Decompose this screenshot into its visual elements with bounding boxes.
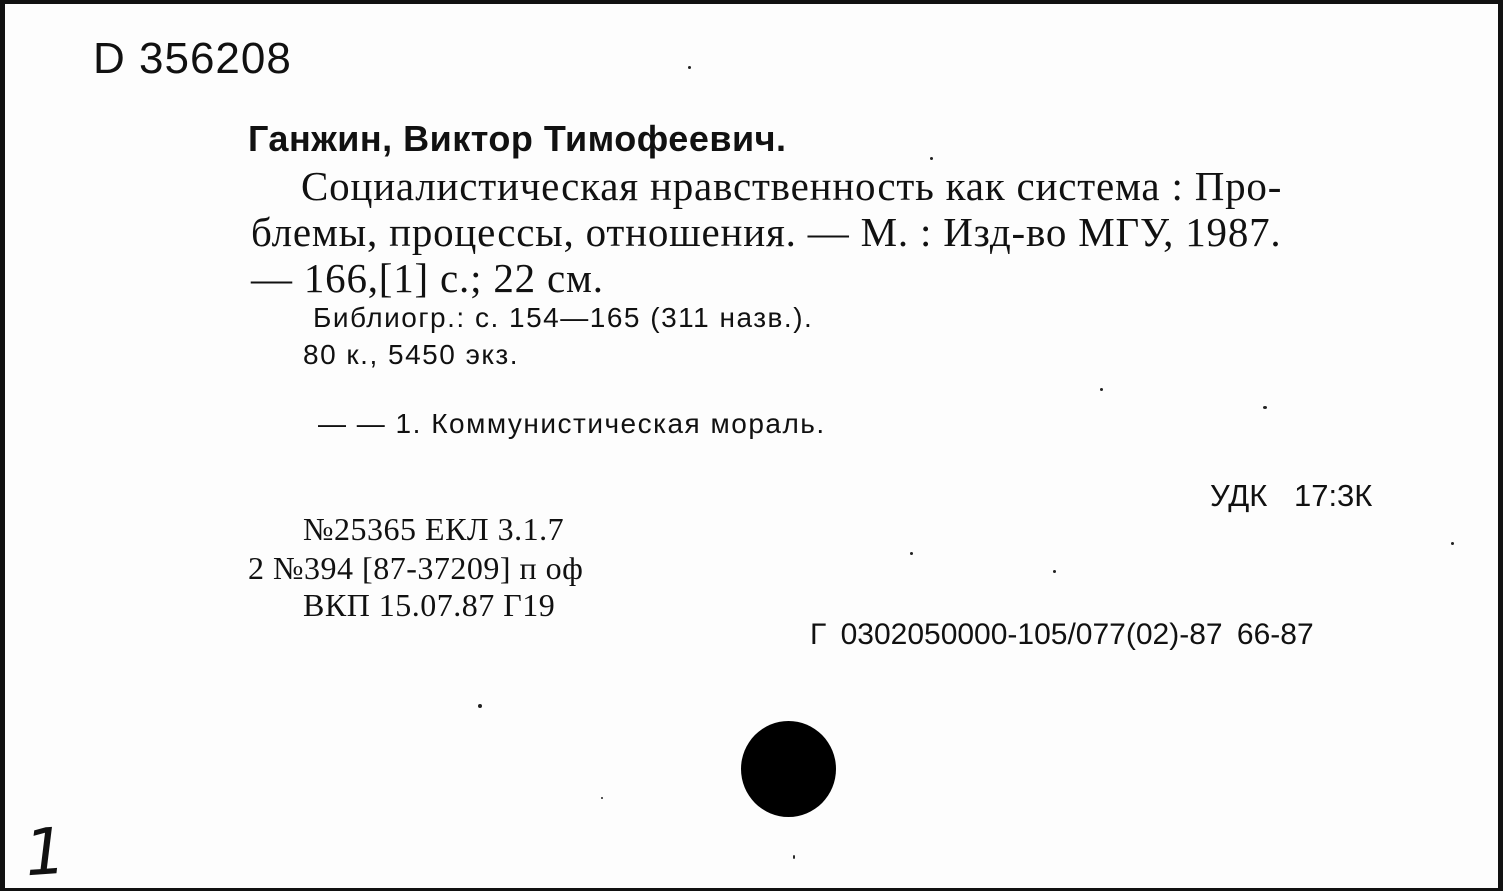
card-code-1: №25365 ЕКЛ 3.1.7	[303, 511, 565, 547]
book-index-code: Г 0302050000-105/077(02)-87 66-87	[810, 618, 1314, 651]
dust-speck	[1053, 570, 1056, 573]
card-code-2: 2 №394 [87-37209] п оф	[248, 550, 584, 586]
title-line-1: Социалистическая нравственность как система : Про-	[301, 163, 1283, 209]
dust-speck	[1451, 542, 1454, 545]
author-heading: Ганжин, Виктор Тимофеевич.	[248, 118, 787, 159]
udk-classification: УДК 17:3К	[1210, 478, 1373, 513]
dust-speck	[910, 552, 913, 555]
dust-speck	[930, 157, 933, 160]
card-code-3: ВКП 15.07.87 Г19	[303, 587, 556, 623]
dust-speck	[1100, 388, 1103, 391]
call-number: D 356208	[93, 34, 292, 83]
dust-speck	[793, 855, 795, 859]
price-print-run-note: 80 к., 5450 экз.	[303, 339, 520, 370]
extent-line: — 166,[1] с.; 22 см.	[251, 255, 604, 301]
title-line-2: блемы, процессы, отношения. — М. : Изд-во МГУ, 1987.	[251, 209, 1282, 255]
dust-speck	[1263, 406, 1267, 409]
dust-speck	[688, 66, 691, 69]
handwritten-mark: 1	[22, 814, 69, 891]
bibliography-note: Библиогр.: с. 154—165 (311 назв.).	[313, 302, 814, 333]
subject-heading: — — 1. Коммунистическая мораль.	[318, 408, 826, 439]
dust-speck	[478, 704, 482, 708]
dust-speck	[601, 797, 603, 799]
punch-hole	[741, 721, 836, 817]
